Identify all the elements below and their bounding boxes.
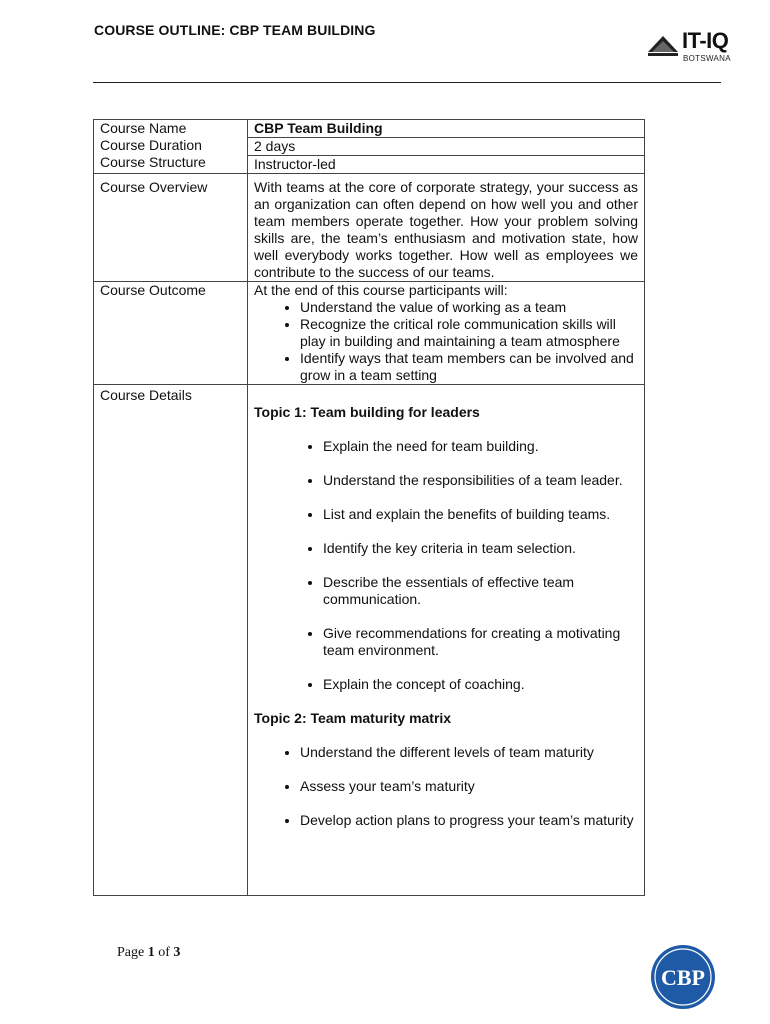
seal-text: CBP [661, 965, 705, 990]
page-current: 1 [147, 945, 155, 960]
list-item: • Recognize the critical role communication skills will play in building and maintaining a team atmosphere [300, 316, 638, 350]
course-structure-value: Instructor-led [248, 155, 644, 173]
list-item: • Assess your team’s maturity [300, 778, 638, 795]
logo-mark-icon [646, 32, 680, 60]
list-item: • Explain the need for team building. [323, 438, 638, 455]
list-item: • Develop action plans to progress your team’s maturity [300, 812, 638, 829]
cbp-seal [650, 944, 716, 1010]
document-title: COURSE OUTLINE: CBP TEAM BUILDING [94, 22, 376, 38]
outcome-intro: At the end of this course participants will: [254, 282, 508, 298]
table-row [94, 120, 645, 174]
course-structure-label: Course Structure [100, 154, 206, 170]
topic-2-list [254, 744, 638, 829]
logo-text: IT-IQ [682, 28, 729, 53]
it-iq-logo [646, 28, 742, 68]
list-item: • Understand the different levels of team maturity [300, 744, 638, 761]
basic-info-labels [94, 120, 248, 174]
logo-subtext: BOTSWANA [683, 54, 731, 63]
course-details-label: Course Details [94, 385, 248, 896]
course-outcome-cell [248, 282, 645, 385]
course-details-cell [248, 385, 645, 896]
page-of: of [158, 945, 170, 960]
list-item: • Explain the concept of coaching. [323, 676, 638, 693]
list-item: • Identify the key criteria in team selection. [323, 540, 638, 557]
course-outcome-label: Course Outcome [94, 282, 248, 385]
course-name-label: Course Name [100, 120, 187, 136]
page-word: Page [117, 945, 145, 960]
list-item: • Give recommendations for creating a motivating team environment. [323, 625, 638, 659]
table-row [94, 282, 645, 385]
course-name-value: CBP Team Building [254, 120, 383, 136]
page-total: 3 [173, 945, 181, 960]
list-item: • Describe the essentials of effective team communication. [323, 574, 638, 608]
list-item: • Understand the value of working as a team [300, 299, 638, 316]
list-item: • Understand the responsibilities of a team leader. [323, 472, 638, 489]
list-item: • List and explain the benefits of building teams. [323, 506, 638, 523]
course-outline-table [93, 119, 645, 896]
header-rule [93, 82, 721, 83]
course-overview-text: With teams at the core of corporate strategy, your success as an organization can often depend on how well you and other team members operate together. How your problem solving skills are, the team’s enthusiasm and motivation state, how well everybody works together. How well as employees we contribute to the success of our teams. [248, 174, 645, 282]
table-row [94, 385, 645, 896]
basic-info-values [248, 120, 645, 174]
topic-1-title: Topic 1: Team building for leaders [254, 404, 480, 420]
page-number [117, 945, 180, 961]
outcome-list [254, 299, 638, 384]
table-row [94, 174, 645, 282]
topic-1-list [254, 438, 638, 693]
list-item: • Identify ways that team members can be involved and grow in a team setting [300, 350, 638, 384]
course-duration-value: 2 days [248, 137, 644, 155]
course-overview-label: Course Overview [94, 174, 248, 282]
topic-2-title: Topic 2: Team maturity matrix [254, 710, 452, 726]
course-duration-label: Course Duration [100, 137, 202, 153]
